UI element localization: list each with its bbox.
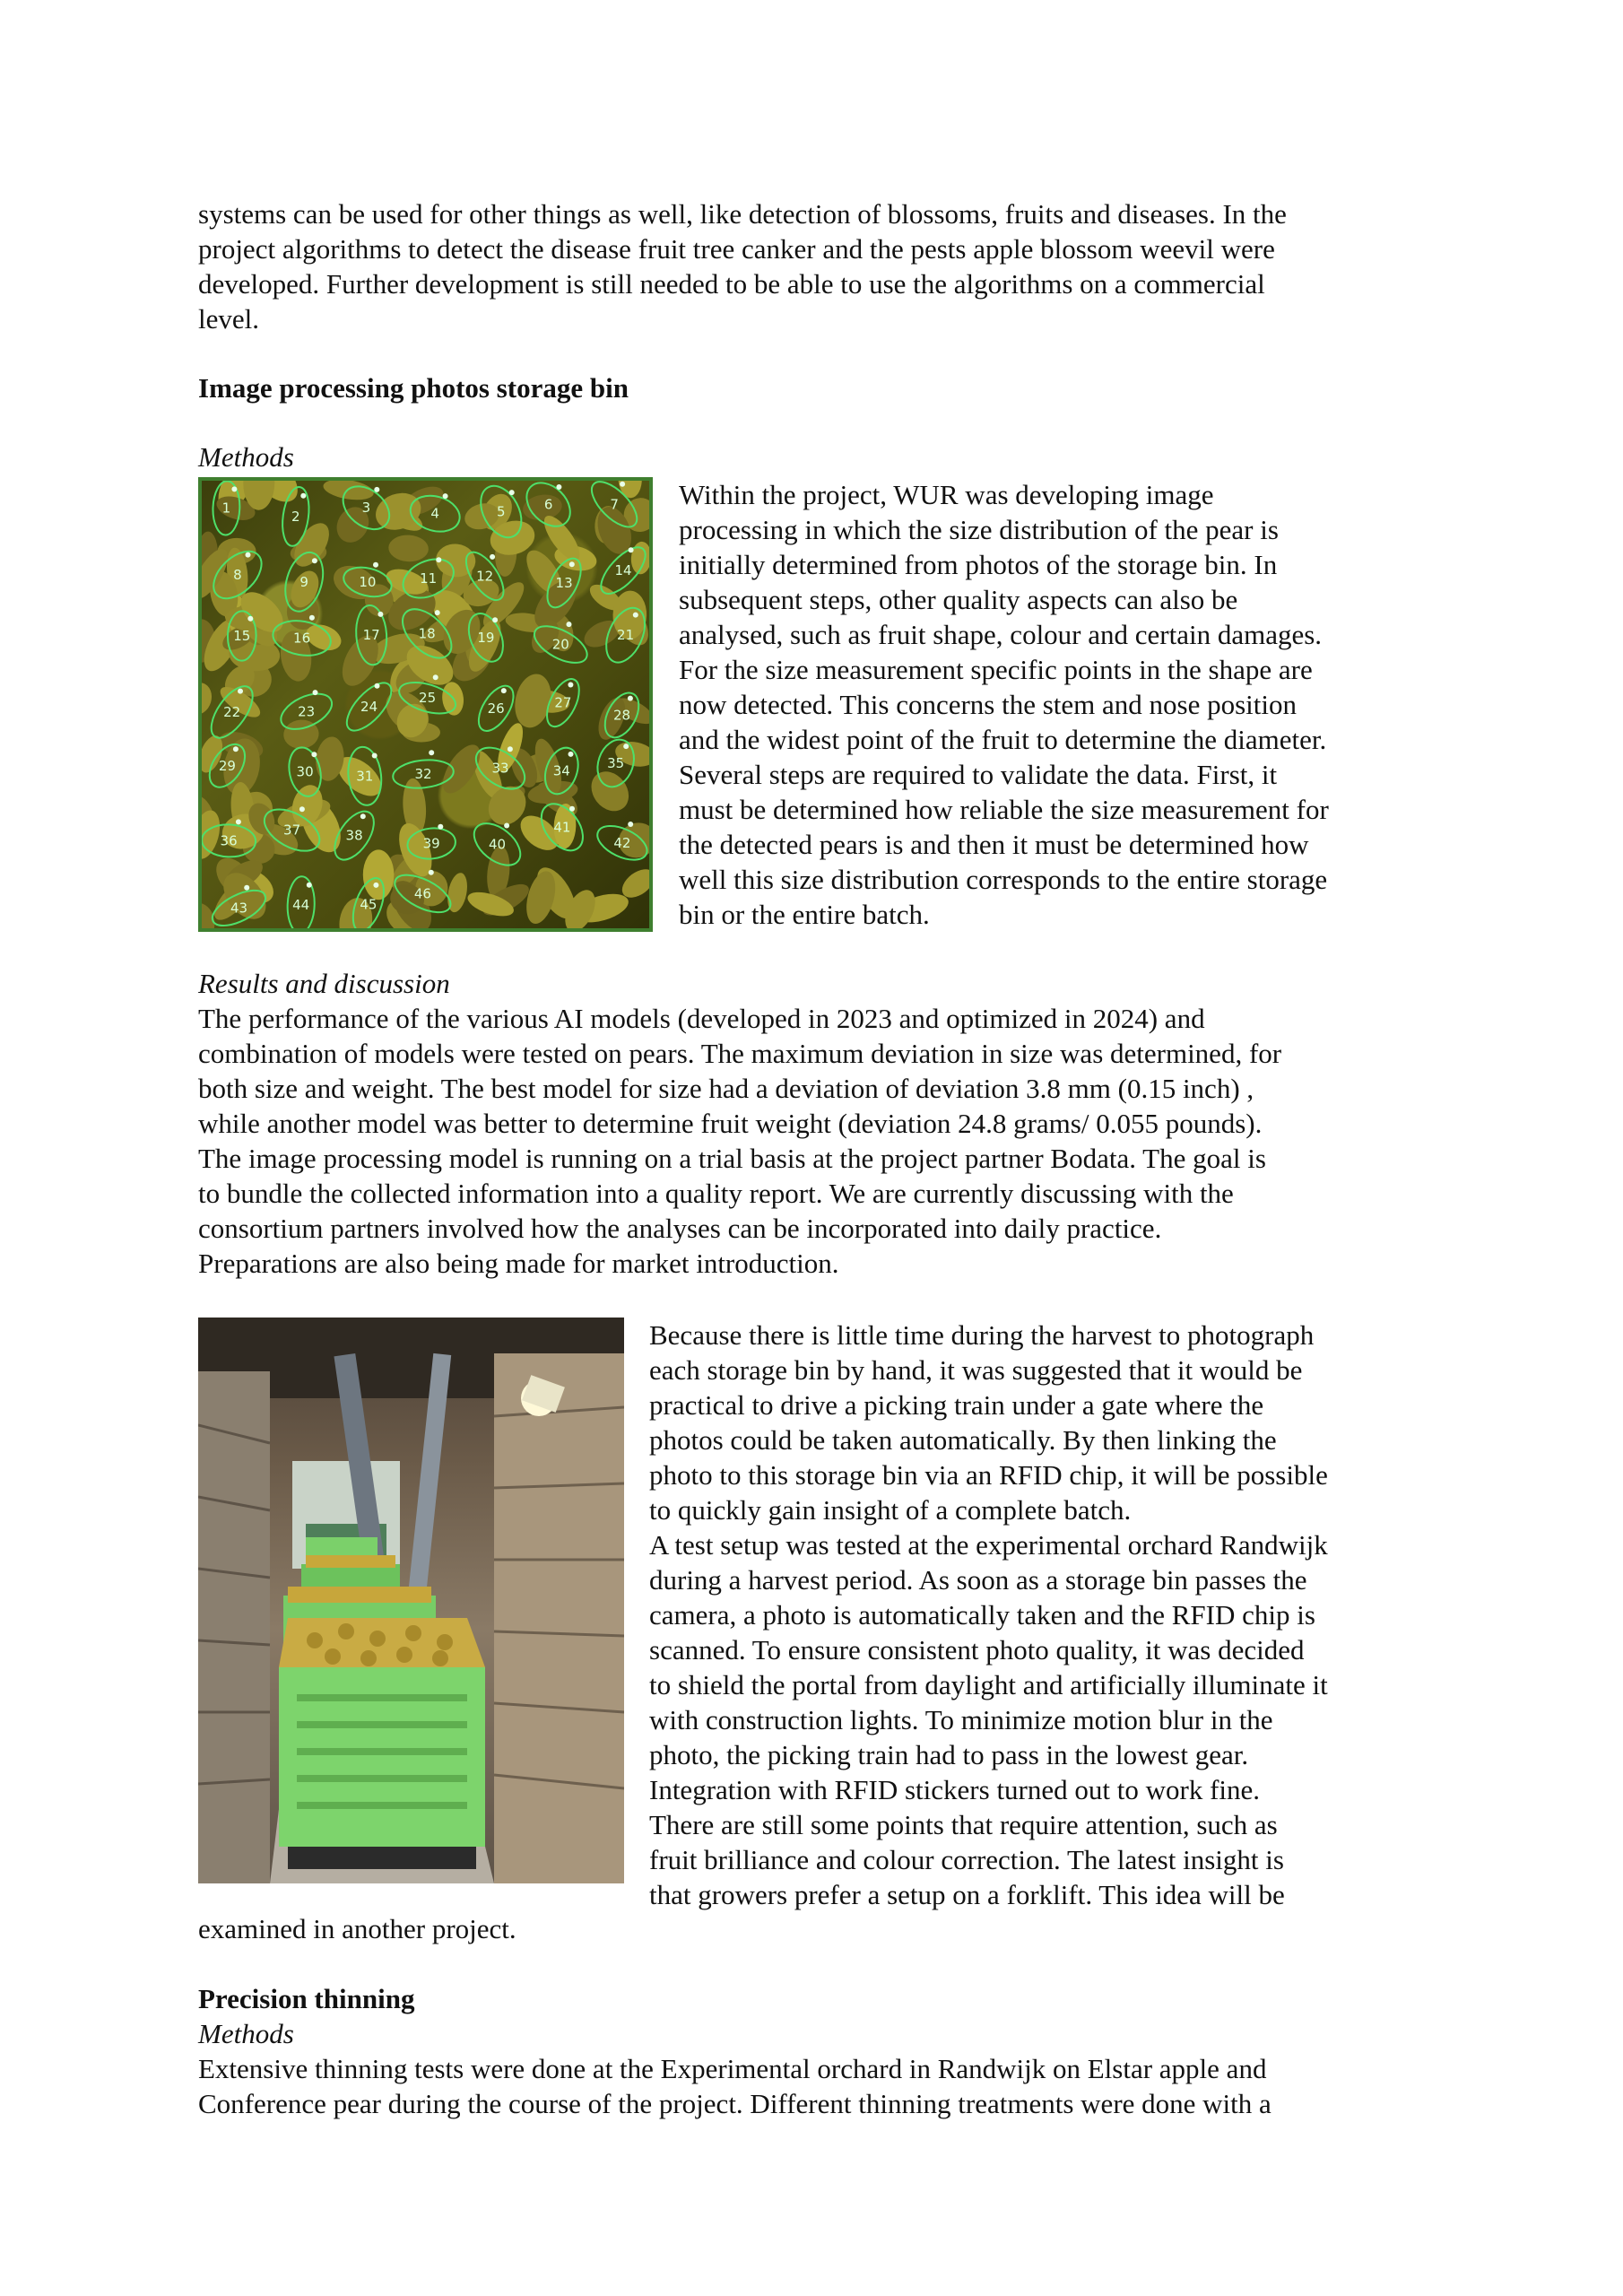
text-line: project algorithms to detect the disease fruit tree canker and the pests apple blossom weevil were <box>198 233 1275 265</box>
pear-detection-label: 15 <box>233 628 251 644</box>
text-line: Within the project, WUR was developing image <box>679 479 1214 510</box>
text-line: There are still some points that require attention, such as <box>649 1809 1278 1840</box>
pear-detection-label: 33 <box>491 760 509 777</box>
keypoint-dot <box>568 683 573 688</box>
keypoint-dot <box>567 622 572 627</box>
text-line: processing in which the size distribution of the pear is <box>679 514 1279 545</box>
text-line: while another model was better to determine fruit weight (deviation 24.8 grams/ 0.055 pounds). <box>198 1108 1263 1139</box>
pear-detection-label: 28 <box>612 707 631 724</box>
keypoint-dot <box>568 752 574 757</box>
keypoint-dot <box>373 562 378 568</box>
text-line: to bundle the collected information into a quality report. We are currently discussing with the <box>198 1178 1234 1209</box>
text-line: fruit brilliance and colour correction. The latest insight is <box>649 1844 1284 1875</box>
pear-detection-label: 24 <box>360 699 378 715</box>
text-line: during a harvest period. As soon as a storage bin passes the <box>649 1564 1307 1596</box>
keypoint-dot <box>628 696 633 701</box>
text-line: developed. Further development is still needed to be able to use the algorithms on a commercial <box>198 268 1265 300</box>
pear-detection-label: 26 <box>487 700 505 717</box>
text-line: now detected. This concerns the stem and nose position <box>679 689 1298 720</box>
methods-label: Methods <box>198 441 294 473</box>
picking-train-gate-photo <box>198 1318 624 1883</box>
keypoint-dot <box>374 487 379 492</box>
pear-detection-label: 38 <box>345 827 363 844</box>
pear-detection-label: 40 <box>488 836 507 853</box>
text-line: both size and weight. The best model for size had a deviation of deviation 3.8 mm (0.15 inch) , <box>198 1073 1254 1104</box>
text-line: photos could be taken automatically. By then linking the <box>649 1424 1277 1456</box>
text-line: Because there is little time during the harvest to photograph <box>649 1319 1315 1351</box>
pear-detection-label: 8 <box>233 567 242 583</box>
pear-detection-label: 3 <box>361 500 371 517</box>
text-line: combination of models were tested on pears. The maximum deviation in size was determined, for <box>198 1038 1282 1069</box>
text-line: photo to this storage bin via an RFID chip, it will be possible <box>649 1459 1328 1491</box>
pear-detection-label: 27 <box>554 694 572 711</box>
keypoint-dot <box>244 885 249 891</box>
text-line: The performance of the various AI models (developed in 2023 and optimized in 2024) and <box>198 1003 1205 1034</box>
keypoint-dot <box>569 806 575 812</box>
pear-detection-label: 2 <box>291 508 300 525</box>
pear-shape <box>584 764 637 819</box>
text-line: The image processing model is running on a trial basis at the project partner Bodata. The goal is <box>198 1143 1266 1174</box>
keypoint-dot <box>633 613 638 618</box>
pear-detection-label: 45 <box>360 896 378 913</box>
text-line: bin or the entire batch. <box>679 899 930 930</box>
keypoint-dot <box>373 883 378 888</box>
pear-detection-label: 34 <box>552 762 570 779</box>
pear-detection-label: 35 <box>607 755 625 771</box>
gate-paragraph <box>649 1318 1402 1912</box>
pear-detection-label: 32 <box>414 766 432 782</box>
pear-detection-label: 1 <box>221 500 231 517</box>
keypoint-dot <box>504 823 509 829</box>
text-line: Extensive thinning tests were done at the Experimental orchard in Randwijk on Elstar apple and <box>198 2053 1267 2084</box>
pear-storage-bin-photo <box>198 477 653 932</box>
keypoint-dot <box>300 493 306 499</box>
keypoint-dot <box>492 617 498 622</box>
pear-detection-label: 30 <box>296 763 314 780</box>
pear-detection-label: 7 <box>610 496 619 513</box>
thinning-methods-label: Methods <box>198 2018 294 2049</box>
keypoint-dot <box>490 554 495 560</box>
keypoint-dot <box>233 746 239 752</box>
keypoint-dot <box>556 484 561 490</box>
keypoint-dot <box>311 752 317 757</box>
keypoint-dot <box>372 753 378 759</box>
gate-paragraph-tail: examined in another project. <box>198 1913 516 1944</box>
keypoint-dot <box>628 822 633 827</box>
pear-detection-label: 5 <box>497 503 506 520</box>
text-line: well this size distribution corresponds to the entire storage <box>679 864 1328 895</box>
text-line: For the size measurement specific points in the shape are <box>679 654 1313 685</box>
pear-detection-label: 19 <box>477 629 495 646</box>
pear-detection-label: 9 <box>299 573 308 590</box>
results-paragraph <box>198 1001 1391 1281</box>
pear-detection-label: 14 <box>614 562 632 579</box>
keypoint-dot <box>508 746 513 752</box>
text-line: consortium partners involved how the analyses can be incorporated into daily practice. <box>198 1213 1162 1244</box>
pear-detection-label: 20 <box>551 636 569 653</box>
pear-detection-label: 11 <box>420 570 438 587</box>
keypoint-dot <box>247 616 253 622</box>
text-line: and the widest point of the fruit to determine the diameter. <box>679 724 1327 755</box>
keypoint-dot <box>443 493 448 499</box>
section-heading-precision-thinning: Precision thinning <box>198 1983 415 2014</box>
keypoint-dot <box>509 490 515 495</box>
text-line: Preparations are also being made for market introduction. <box>198 1248 839 1279</box>
keypoint-dot <box>313 690 318 695</box>
pear-detection-overlay <box>198 477 653 932</box>
pear-detection-label: 46 <box>413 885 431 902</box>
pear-shape <box>388 534 430 562</box>
text-line: photo, the picking train had to pass in the lowest gear. <box>649 1739 1249 1770</box>
text-line: with construction lights. To minimize motion blur in the <box>649 1704 1273 1735</box>
text-line: each storage bin by hand, it was suggested that it would be <box>649 1354 1303 1386</box>
keypoint-dot <box>623 744 629 749</box>
text-line: Several steps are required to validate the data. First, it <box>679 759 1278 790</box>
keypoint-dot <box>378 612 383 617</box>
pear-detection-label: 39 <box>422 835 440 852</box>
keypoint-dot <box>312 558 317 563</box>
results-discussion-label: Results and discussion <box>198 968 450 999</box>
text-line: must be determined how reliable the size measurement for <box>679 794 1329 825</box>
keypoint-dot <box>309 615 315 621</box>
pear-shape <box>630 541 653 575</box>
keypoint-dot <box>436 557 441 562</box>
keypoint-dot <box>375 683 380 689</box>
pear-detection-label: 42 <box>613 834 631 851</box>
text-line: camera, a photo is automatically taken and the RFID chip is <box>649 1599 1315 1631</box>
pear-detection-label: 44 <box>292 896 310 913</box>
text-line: systems can be used for other things as well, like detection of blossoms, fruits and diseases. In the <box>198 198 1287 230</box>
text-line: Conference pear during the course of the project. Different thinning treatments were done with a <box>198 2088 1271 2119</box>
keypoint-dot <box>429 750 434 755</box>
keypoint-dot <box>438 824 443 830</box>
keypoint-dot <box>620 482 625 487</box>
text-line: analysed, such as fruit shape, colour and certain damages. <box>679 619 1323 650</box>
pear-shape <box>445 871 471 914</box>
keypoint-dot <box>299 806 305 812</box>
pear-detection-label: 29 <box>218 757 236 774</box>
keypoint-dot <box>569 561 575 567</box>
pear-detection-label: 22 <box>223 703 241 720</box>
pear-detection-label: 6 <box>543 496 553 513</box>
pear-detection-label: 18 <box>418 625 436 642</box>
pear-detection-label: 37 <box>283 822 301 839</box>
pear-detection-label: 10 <box>359 573 377 590</box>
keypoint-dot <box>629 547 634 552</box>
text-line: level. <box>198 303 259 335</box>
keypoint-dot <box>435 610 440 615</box>
gate-scene <box>198 1318 624 1883</box>
intro-paragraph <box>198 196 1391 336</box>
text-line: to shield the portal from daylight and artificially illuminate it <box>649 1669 1328 1700</box>
pear-detection-label: 23 <box>298 703 316 720</box>
text-line: scanned. To ensure consistent photo quality, it was decided <box>649 1634 1305 1665</box>
pear-detection-label: 36 <box>220 832 238 849</box>
pear-detection-label: 13 <box>555 575 573 591</box>
text-line: A test setup was tested at the experimental orchard Randwijk <box>649 1529 1328 1561</box>
pear-detection-label: 43 <box>230 900 248 917</box>
text-line: Integration with RFID stickers turned out to work fine. <box>649 1774 1261 1805</box>
pear-detection-label: 4 <box>430 505 439 522</box>
keypoint-dot <box>360 813 366 819</box>
keypoint-dot <box>307 883 312 888</box>
text-line: initially determined from photos of the storage bin. In <box>679 549 1278 580</box>
pear-detection-label: 41 <box>553 819 571 836</box>
pear-detection-label: 16 <box>293 630 311 647</box>
section-heading-image-processing: Image processing photos storage bin <box>198 372 629 404</box>
pear-detection-label: 17 <box>362 627 380 644</box>
keypoint-dot <box>246 552 251 558</box>
keypoint-dot <box>231 486 237 491</box>
pear-detection-label: 21 <box>617 627 635 644</box>
pear-detection-label: 31 <box>356 768 374 785</box>
text-line: that growers prefer a setup on a forklift. This idea will be <box>649 1879 1285 1910</box>
keypoint-dot <box>501 688 507 693</box>
text-line: to quickly gain insight of a complete batch. <box>649 1494 1132 1526</box>
methods-paragraph <box>679 477 1396 932</box>
text-line: the detected pears is and then it must be determined how <box>679 829 1309 860</box>
pear-shape <box>363 849 395 900</box>
text-line: subsequent steps, other quality aspects can also be <box>679 584 1238 615</box>
keypoint-dot <box>236 819 241 824</box>
text-line: practical to drive a picking train under a gate where the <box>649 1389 1264 1421</box>
pear-detection-label: 12 <box>476 568 494 585</box>
keypoint-dot <box>433 674 438 680</box>
pear-detection-label: 25 <box>419 690 437 707</box>
thinning-methods-paragraph <box>198 2051 1391 2121</box>
keypoint-dot <box>429 870 434 875</box>
keypoint-dot <box>238 689 243 694</box>
